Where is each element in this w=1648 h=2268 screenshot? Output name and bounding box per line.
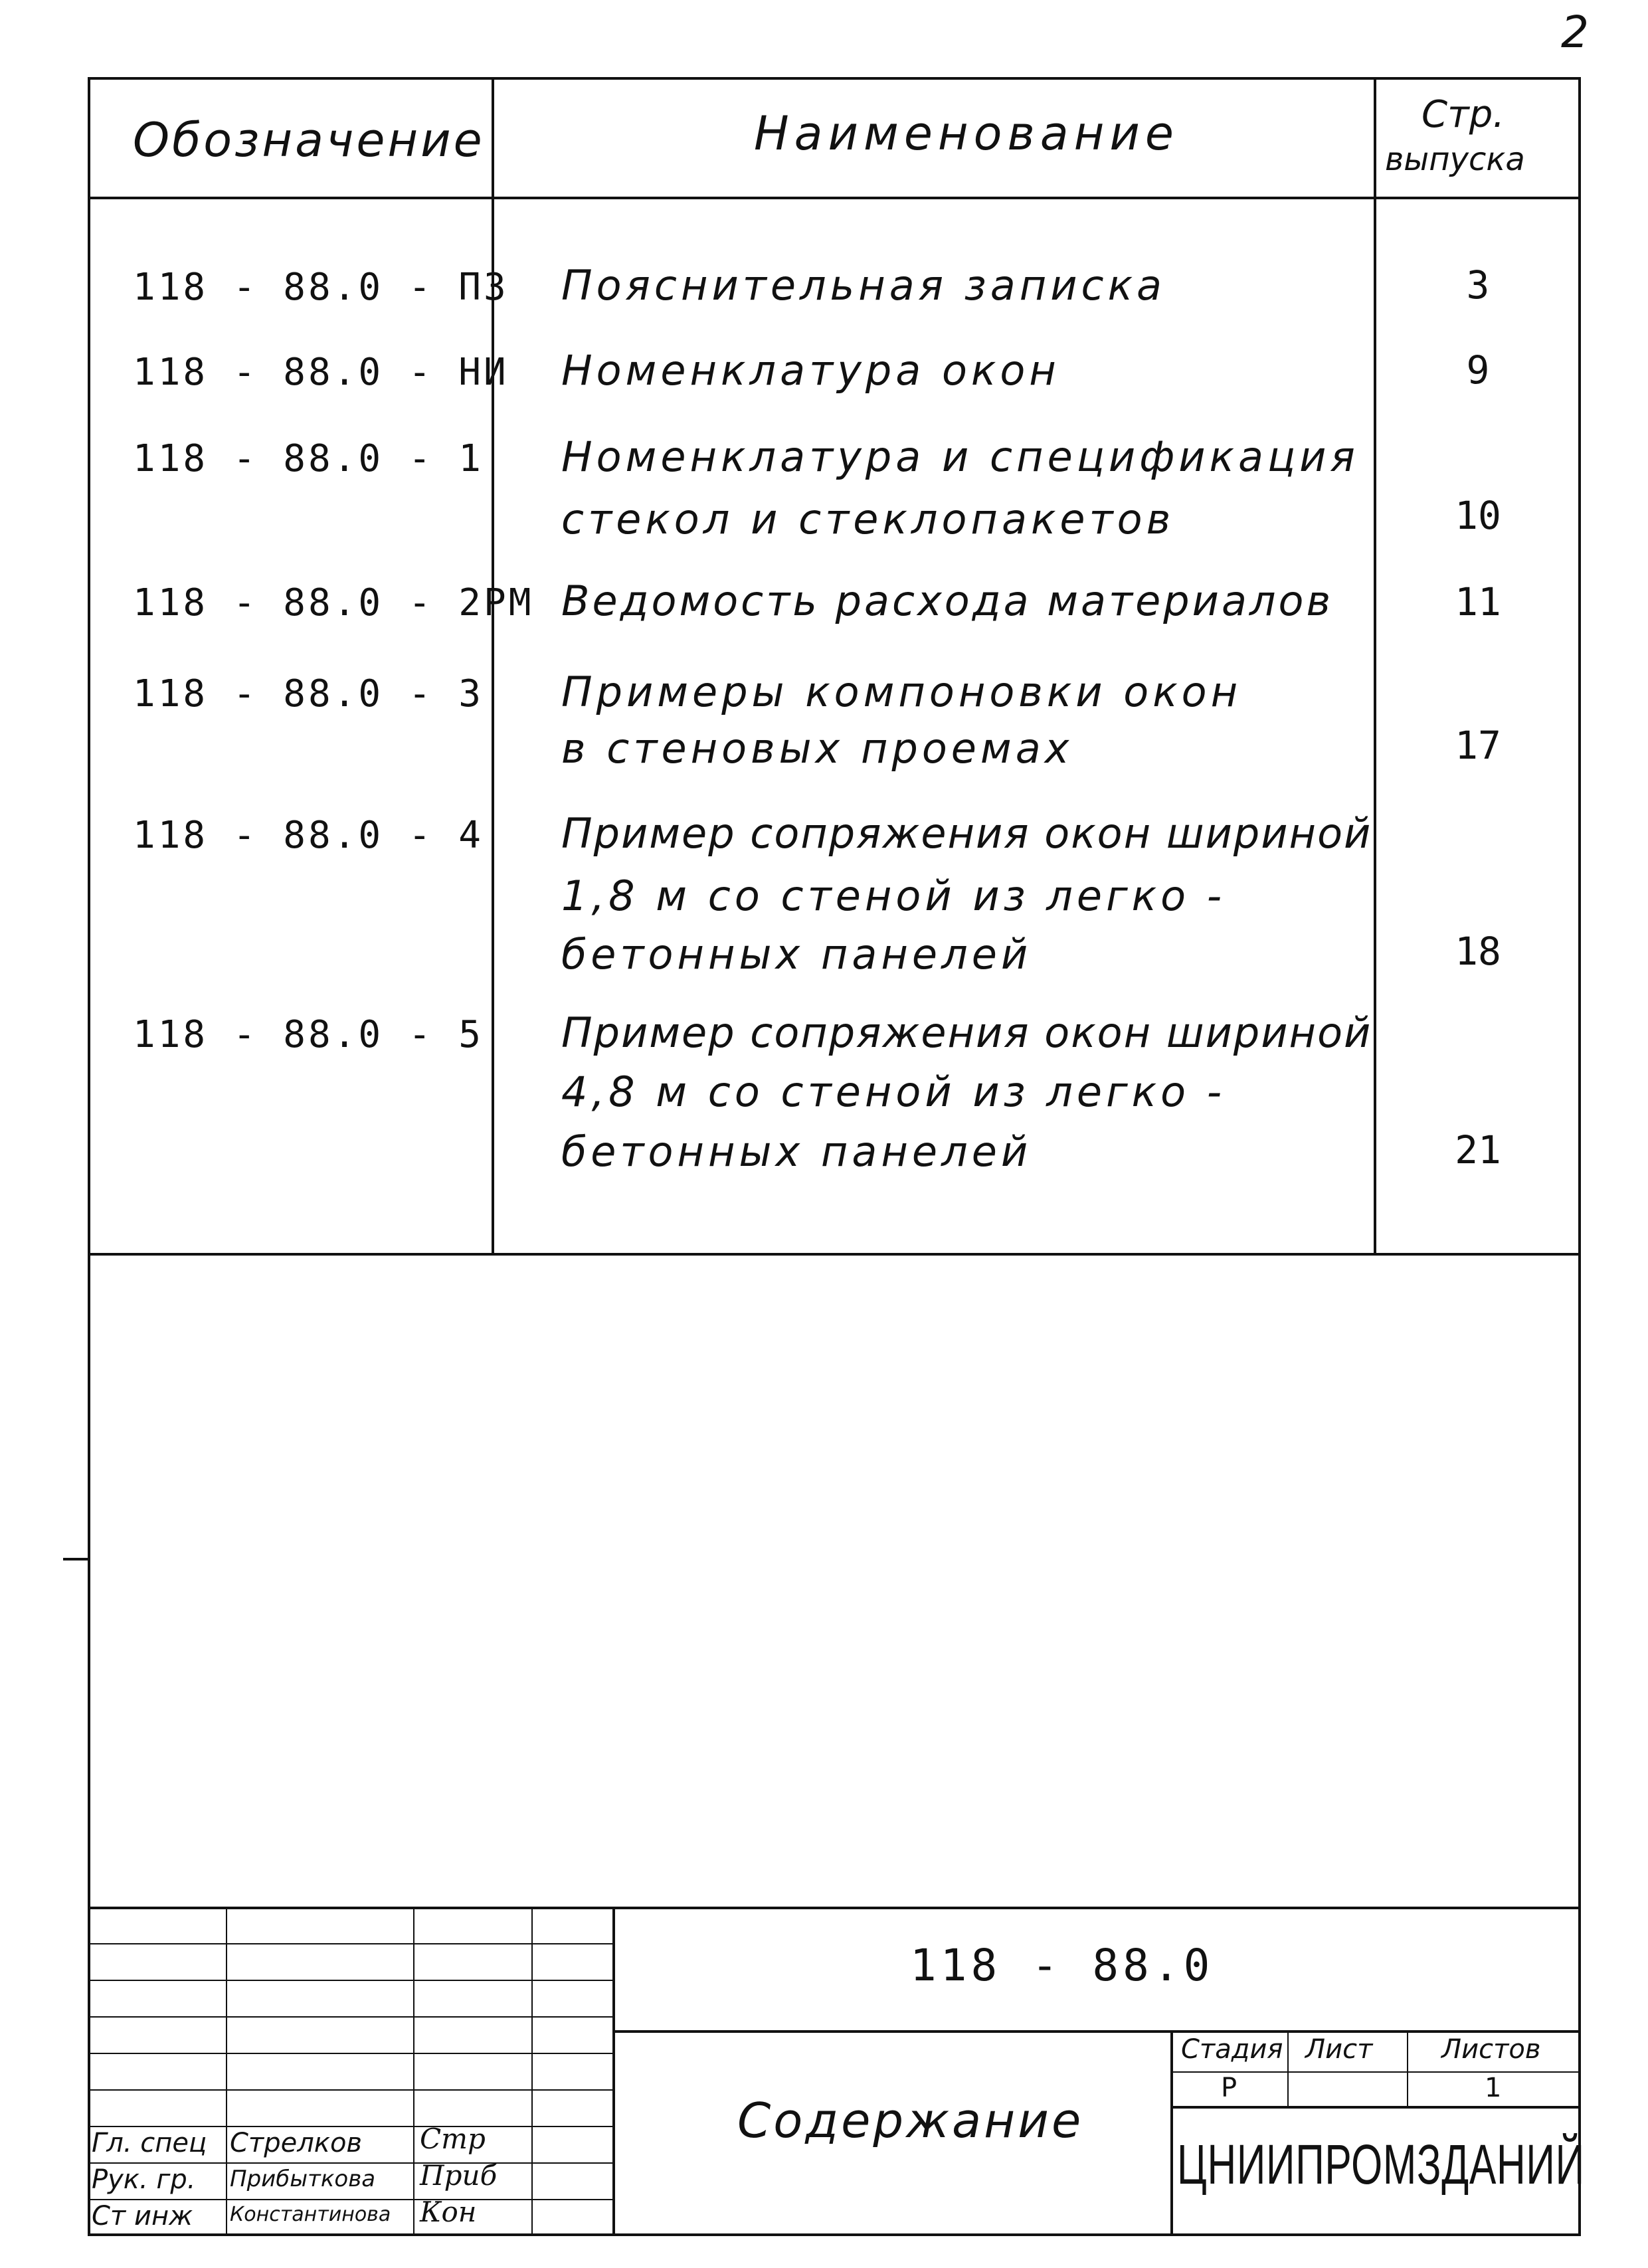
header-page-line2: выпуска xyxy=(1385,141,1525,178)
signatory-role: Рук. гр. xyxy=(92,2164,196,2195)
stamp-sheet-label: Лист xyxy=(1305,2034,1373,2065)
stamp-row-line xyxy=(88,1980,614,1981)
stamp-row-line xyxy=(88,2089,614,2091)
stamp-col-4 xyxy=(612,1907,615,2235)
edge-tick xyxy=(63,1558,90,1560)
stamp-row-line xyxy=(88,2053,614,2054)
page-number: 2 xyxy=(1561,7,1589,58)
row-code: 118 - 88.0 - ПЗ xyxy=(133,266,509,309)
row-code: 118 - 88.0 - 5 xyxy=(133,1013,484,1056)
signatory-name: Константинова xyxy=(230,2203,391,2226)
header-designation: Обозначение xyxy=(133,113,485,167)
frame-left xyxy=(88,77,90,2236)
row-name: в стеновых проемах xyxy=(561,724,1073,773)
row-page: 21 xyxy=(1455,1127,1501,1173)
row-page: 9 xyxy=(1466,347,1490,393)
stamp-organization: ЦНИИПРОМЗДАНИЙ xyxy=(1177,2133,1585,2196)
row-name: Примеры компоновки окон xyxy=(561,668,1242,716)
row-code: 118 - 88.0 - 4 xyxy=(133,814,484,857)
row-name: 1,8 м со стеной из легко - xyxy=(561,872,1226,920)
frame-top xyxy=(88,77,1581,80)
stamp-row-line xyxy=(88,1943,614,1944)
frame-bottom xyxy=(88,2233,1581,2236)
stamp-col-2 xyxy=(413,1907,414,2235)
signatory-role: Гл. спец xyxy=(92,2128,207,2158)
stamp-col-3 xyxy=(531,1907,533,2235)
signatory-name: Стрелков xyxy=(230,2128,363,2158)
stamp-row-line xyxy=(88,2016,614,2018)
row-name: Пояснительная записка xyxy=(561,261,1166,310)
table-bottom xyxy=(88,1253,1581,1256)
stamp-row-line xyxy=(88,2162,614,2164)
stamp-sheet-col xyxy=(1407,2030,1408,2107)
stamp-row-line xyxy=(88,2199,614,2200)
header-page-line1: Стр. xyxy=(1421,93,1505,136)
stamp-row-line xyxy=(88,2126,614,2127)
row-page: 17 xyxy=(1455,723,1501,768)
row-name: бетонных панелей xyxy=(561,1127,1032,1176)
stamp-col-1 xyxy=(226,1907,227,2235)
stamp-stage-value: Р xyxy=(1221,2073,1237,2103)
row-code: 118 - 88.0 - НИ xyxy=(133,351,509,394)
row-page: 18 xyxy=(1455,929,1501,974)
signatory-role: Ст инж xyxy=(92,2201,193,2231)
stamp-stage-col xyxy=(1287,2030,1289,2107)
row-page: 10 xyxy=(1455,493,1501,538)
row-page: 3 xyxy=(1466,262,1490,308)
row-name: Пример сопряжения окон шириной xyxy=(561,809,1372,858)
stamp-top xyxy=(88,1907,1581,1909)
row-name: Номенклатура и спецификация xyxy=(561,432,1359,481)
stamp-title: Содержание xyxy=(737,2093,1084,2148)
stamp-sheets-value: 1 xyxy=(1485,2073,1502,2103)
row-name: 4,8 м со стеной из легко - xyxy=(561,1068,1226,1116)
row-name: бетонных панелей xyxy=(561,930,1032,979)
header-name: Наименование xyxy=(754,106,1179,161)
col-divider-1 xyxy=(492,77,494,1254)
stamp-code-separator xyxy=(612,2030,1580,2033)
stamp-doc-code: 118 - 88.0 xyxy=(910,1940,1214,1991)
signatory-signature: Кон xyxy=(420,2196,477,2228)
signatory-signature: Стр xyxy=(420,2123,486,2155)
row-name: Пример сопряжения окон шириной xyxy=(561,1008,1372,1057)
row-page: 11 xyxy=(1455,579,1501,624)
frame-right xyxy=(1578,77,1581,2236)
header-separator xyxy=(88,197,1581,199)
row-name: Номенклатура окон xyxy=(561,346,1060,395)
stamp-stage-label: Стадия xyxy=(1181,2034,1283,2065)
signatory-signature: Приб xyxy=(420,2159,498,2192)
signatory-name: Прибыткова xyxy=(230,2166,376,2192)
row-code: 118 - 88.0 - 2РМ xyxy=(133,581,534,624)
stamp-org-sep xyxy=(1170,2106,1580,2109)
row-code: 118 - 88.0 - 3 xyxy=(133,672,484,715)
row-name: Ведомость расхода материалов xyxy=(561,577,1334,625)
row-code: 118 - 88.0 - 1 xyxy=(133,437,484,480)
stamp-sheets-label: Листов xyxy=(1441,2034,1541,2065)
col-divider-2 xyxy=(1374,77,1376,1254)
row-name: стекол и стеклопакетов xyxy=(561,495,1175,543)
stamp-title-divider xyxy=(1170,2030,1173,2235)
